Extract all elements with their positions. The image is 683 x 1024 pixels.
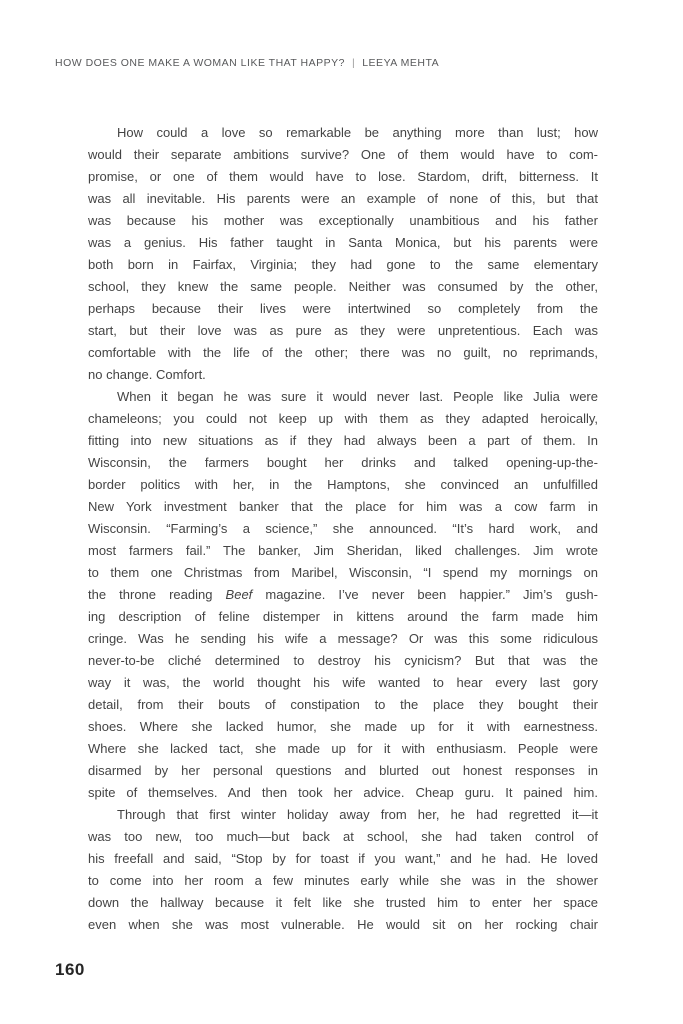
text-line: perhaps because their lives were intertwined so completely from the <box>88 301 598 316</box>
text-line: was all inevitable. His parents were an example of none of this, but that <box>88 191 598 206</box>
chapter-title: HOW DOES ONE MAKE A WOMAN LIKE THAT HAPPY? <box>55 57 345 69</box>
text-line: shoes. Where she lacked humor, she made up for it with earnestness. <box>88 719 598 734</box>
text-line: was a genius. His father taught in Santa Monica, but his parents were <box>88 235 598 250</box>
text-line: school, they knew the same people. Neither was consumed by the other, <box>88 279 598 294</box>
text-line: border politics with her, in the Hamptons, she convinced an unfulfilled <box>88 477 598 492</box>
text-line: was too new, too much—but back at school, she had taken control of <box>88 829 598 844</box>
text-line: Through that first winter holiday away from her, he had regretted it—it <box>117 807 598 822</box>
text-line: never-to-be cliché determined to destroy his cynicism? But that was the <box>88 653 598 668</box>
text-line: would their separate ambitions survive? One of them would have to com- <box>88 147 598 162</box>
text-line: way it was, the world thought his wife wanted to hear every last gory <box>88 675 598 690</box>
text-line: disarmed by her personal questions and blurted out honest responses in <box>88 763 598 778</box>
page-number: 160 <box>55 960 85 979</box>
text-line: How could a love so remarkable be anything more than lust; how <box>117 125 598 140</box>
text-line: cringe. Was he sending his wife a message? Or was this some ridiculous <box>88 631 598 646</box>
body-text <box>88 122 598 936</box>
header-separator: | <box>351 57 356 69</box>
text-line: detail, from their bouts of constipation to the place they bought their <box>88 697 598 712</box>
text-line: even when she was most vulnerable. He would sit on her rocking chair <box>88 917 598 932</box>
text-line: his freefall and said, “Stop by for toast if you want,” and he had. He loved <box>88 851 598 866</box>
paragraph <box>88 386 598 804</box>
text-line: to them one Christmas from Maribel, Wisconsin, “I spend my mornings on <box>88 565 598 580</box>
text-line: fitting into new situations as if they had always been a part of them. In <box>88 433 598 448</box>
text-line: chameleons; you could not keep up with them as they adapted heroically, <box>88 411 598 426</box>
text-line: the throne reading Beef magazine. I’ve never been happier.” Jim’s gush- <box>88 587 598 602</box>
text-line: comfortable with the life of the other; there was no guilt, no reprimands, <box>88 345 598 360</box>
text-line: was because his mother was exceptionally unambitious and his father <box>88 213 598 228</box>
text-line: start, but their love was as pure as they were unpretentious. Each was <box>88 323 598 338</box>
text-line: ing description of feline distemper in kittens around the farm made him <box>88 609 598 624</box>
text-line: spite of themselves. And then took her advice. Cheap guru. It pained him. <box>88 785 598 800</box>
text-line: Where she lacked tact, she made up for it with enthusiasm. People were <box>88 741 598 756</box>
text-line: to come into her room a few minutes early while she was in the shower <box>88 873 598 888</box>
text-line: Wisconsin. “Farming’s a science,” she announced. “It’s hard work, and <box>88 521 598 536</box>
text-line: both born in Fairfax, Virginia; they had gone to the same elementary <box>88 257 598 272</box>
text-line: promise, or one of them would have to lose. Stardom, drift, bitterness. It <box>88 169 598 184</box>
running-head <box>55 57 439 69</box>
text-line: most farmers fail.” The banker, Jim Sheridan, liked challenges. Jim wrote <box>88 543 598 558</box>
paragraph <box>88 804 598 936</box>
text-line: no change. Comfort. <box>88 367 206 382</box>
text-line: When it began he was sure it would never last. People like Julia were <box>117 389 598 404</box>
text-line: Wisconsin, the farmers bought her drinks and talked opening-up-the- <box>88 455 598 470</box>
text-line: down the hallway because it felt like she trusted him to enter her space <box>88 895 598 910</box>
paragraph <box>88 122 598 386</box>
text-line: New York investment banker that the place for him was a cow farm in <box>88 499 598 514</box>
author-name: LEEYA MEHTA <box>362 57 440 69</box>
